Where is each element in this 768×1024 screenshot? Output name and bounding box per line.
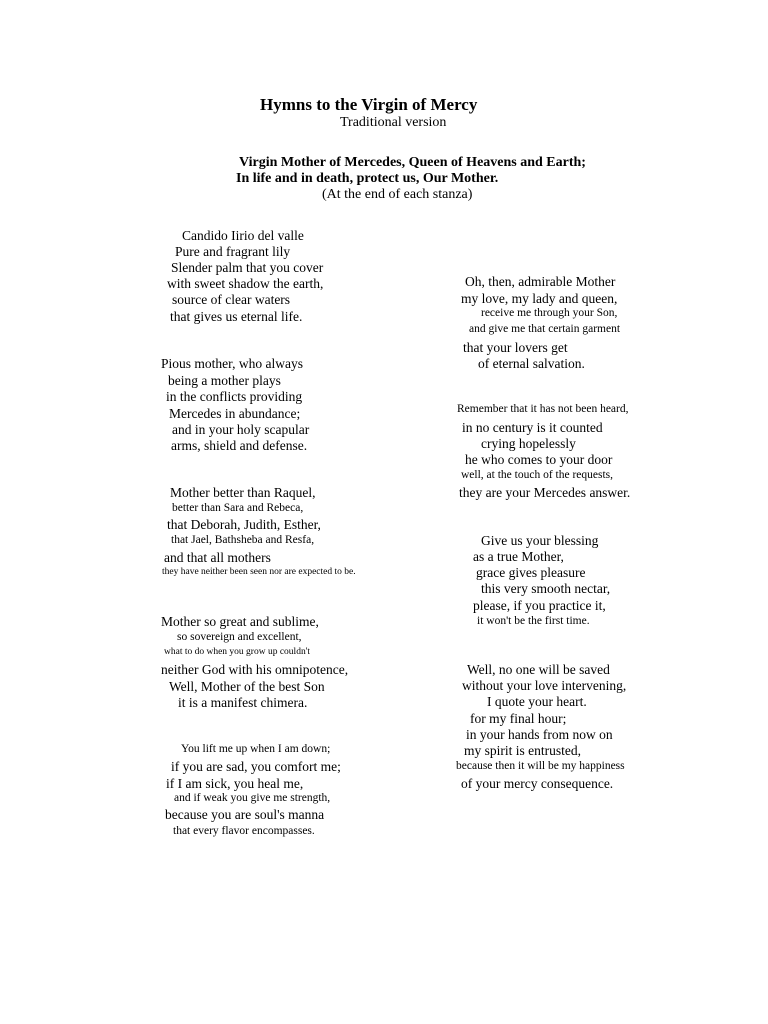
verse-line: that Deborah, Judith, Esther,	[167, 517, 321, 532]
verse-line: in the conflicts providing	[166, 389, 303, 404]
page-title: Hymns to the Virgin of Mercy	[260, 95, 478, 114]
verse-line: they have neither been seen nor are expected to be.	[162, 567, 356, 577]
verse-line: and give me that certain garment	[469, 323, 621, 335]
verse-line: well, at the touch of the requests,	[461, 469, 614, 481]
verse-line: that your lovers get	[463, 340, 568, 355]
refrain-line-1: Virgin Mother of Mercedes, Queen of Heavens and Earth;	[239, 155, 586, 170]
verse-line: Mercedes in abundance;	[169, 406, 301, 421]
verse-line: if I am sick, you heal me,	[166, 776, 304, 791]
verse-line: what to do when you grow up couldn't	[164, 647, 311, 657]
verse-line: Give us your blessing	[481, 533, 599, 548]
verse-line: being a mother plays	[168, 373, 281, 388]
verse-line: as a true Mother,	[473, 549, 564, 564]
verse-line: in your hands from now on	[466, 727, 613, 742]
verse-line: Remember that it has not been heard,	[457, 403, 629, 415]
verse-line: receive me through your Son,	[481, 307, 618, 319]
verse-line: with sweet shadow the earth,	[167, 276, 324, 291]
verse-line: Mother better than Raquel,	[170, 485, 316, 500]
verse-line: if you are sad, you comfort me;	[171, 759, 341, 774]
verse-line: Pure and fragrant lily	[175, 244, 291, 259]
verse-line: that gives us eternal life.	[170, 309, 303, 324]
verse-line: in no century is it counted	[462, 420, 603, 435]
verse-line: of eternal salvation.	[478, 356, 585, 371]
verse-line: of your mercy consequence.	[461, 776, 614, 791]
page-subtitle: Traditional version	[340, 115, 447, 130]
verse-line: so sovereign and excellent,	[177, 631, 302, 643]
verse-line: Candido Iirio del valle	[182, 228, 304, 243]
verse-line: that every flavor encompasses.	[173, 825, 315, 837]
verse-line: better than Sara and Rebeca,	[172, 502, 304, 514]
refrain-note: (At the end of each stanza)	[322, 187, 473, 202]
verse-line: You lift me up when I am down;	[181, 743, 331, 755]
verse-line: that Jael, Bathsheba and Resfa,	[171, 534, 315, 546]
verse-line: Well, Mother of the best Son	[169, 679, 325, 694]
verse-line: my spirit is entrusted,	[464, 743, 581, 758]
verse-line: source of clear waters	[172, 292, 291, 307]
verse-line: for my final hour;	[470, 711, 567, 726]
verse-line: they are your Mercedes answer.	[459, 485, 631, 500]
verse-line: Slender palm that you cover	[171, 260, 324, 275]
verse-line: grace gives pleasure	[476, 565, 586, 580]
verse-line: he who comes to your door	[465, 452, 613, 467]
verse-line: Pious mother, who always	[161, 356, 303, 371]
refrain-line-2: In life and in death, protect us, Our Mother.	[236, 171, 499, 186]
verse-line: Mother so great and sublime,	[161, 614, 319, 629]
verse-line: Oh, then, admirable Mother	[465, 274, 616, 289]
verse-line: it is a manifest chimera.	[178, 695, 308, 710]
verse-line: this very smooth nectar,	[481, 581, 611, 596]
verse-line: neither God with his omnipotence,	[161, 662, 349, 677]
verse-line: and that all mothers	[164, 550, 271, 565]
verse-line: without your love intervening,	[462, 678, 627, 693]
verse-line: arms, shield and defense.	[171, 438, 308, 453]
verse-line: my love, my lady and queen,	[461, 291, 618, 306]
verse-line: Well, no one will be saved	[467, 662, 610, 677]
verse-line: it won't be the first time.	[477, 615, 590, 627]
verse-line: and in your holy scapular	[172, 422, 310, 437]
verse-line: please, if you practice it,	[473, 598, 606, 613]
verse-line: because you are soul's manna	[165, 807, 325, 822]
verse-line: I quote your heart.	[487, 694, 587, 709]
verse-line: because then it will be my happiness	[456, 760, 625, 772]
verse-line: crying hopelessly	[481, 436, 576, 451]
verse-line: and if weak you give me strength,	[174, 792, 331, 804]
